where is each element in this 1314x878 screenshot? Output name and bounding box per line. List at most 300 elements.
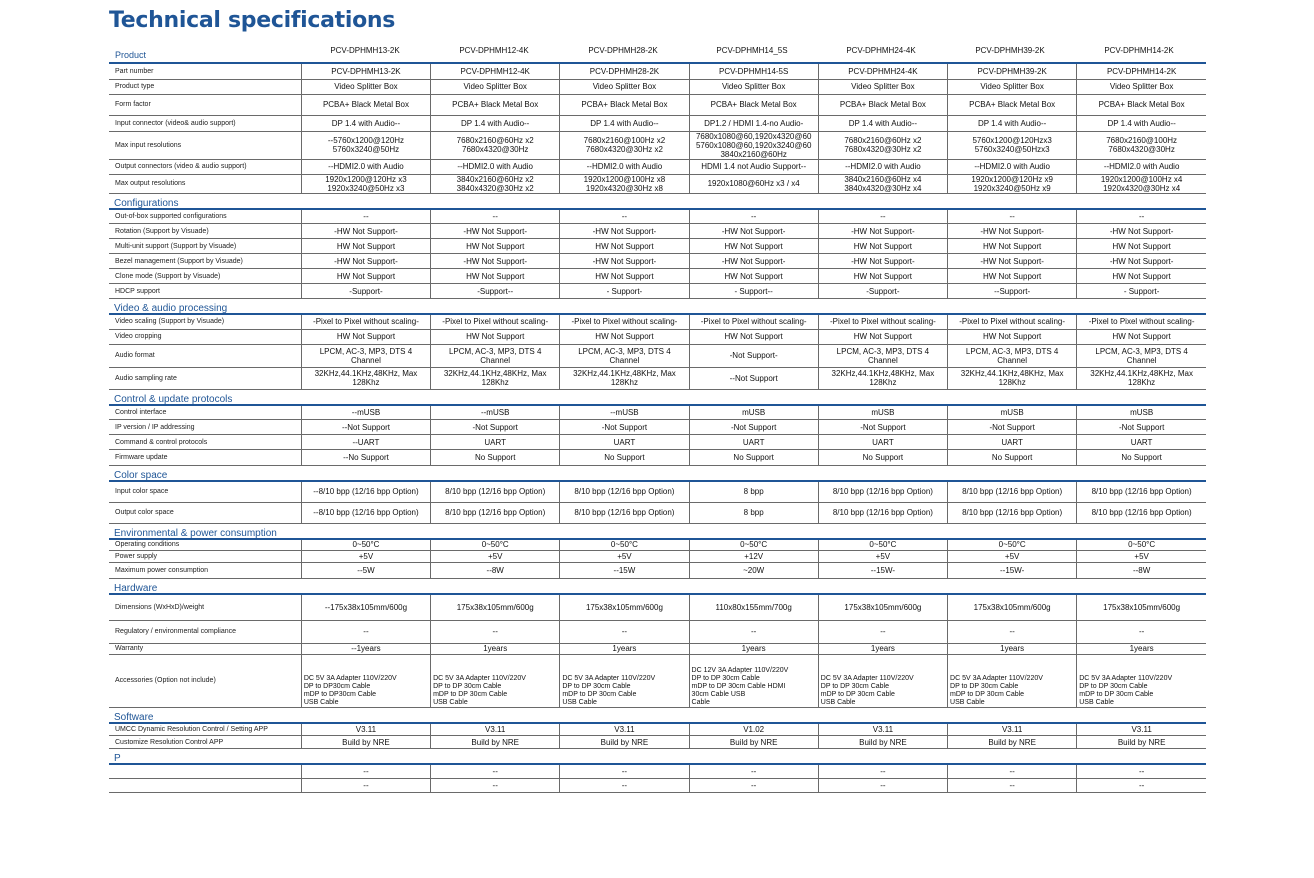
spec-value: -Not Support [560,420,689,435]
spec-value: -HW Not Support- [818,254,947,269]
spec-value: HW Not Support [818,329,947,344]
spec-value: 0~50°C [818,539,947,551]
spec-value: HW Not Support [689,269,818,284]
spec-value: 8 bpp [689,481,818,502]
spec-value: PCBA+ Black Metal Box [1077,94,1206,115]
spec-value: 0~50°C [1077,539,1206,551]
spec-row [109,420,1206,435]
spec-value: HDMI 1.4 not Audio Support-- [689,159,818,174]
spec-value: LPCM, AC-3, MP3, DTS 4 Channel [818,344,947,367]
spec-value: Build by NRE [689,736,818,749]
spec-value: UART [431,435,560,450]
spec-value: PCV-DPHMH39-2K [948,63,1077,79]
section-title: Color space [109,466,1206,482]
spec-value: -Not Support [948,420,1077,435]
spec-value: LPCM, AC-3, MP3, DTS 4 Channel [301,344,430,367]
spec-value: -HW Not Support- [301,254,430,269]
spec-value: No Support [431,450,560,466]
spec-value: HW Not Support [431,239,560,254]
spec-value: Video Splitter Box [818,79,947,94]
spec-value: -- [818,764,947,778]
spec-row [109,551,1206,563]
spec-value: Video Splitter Box [948,79,1077,94]
spec-value: --5W [301,563,430,579]
spec-label: Audio format [109,344,301,367]
spec-value: -- [301,209,430,224]
spec-value: mUSB [948,405,1077,420]
spec-value: --mUSB [560,405,689,420]
spec-value: -- [560,778,689,792]
spec-value: mUSB [818,405,947,420]
spec-value: No Support [1077,450,1206,466]
spec-value: 8/10 bpp (12/16 bpp Option) [818,502,947,523]
spec-value: -- [948,778,1077,792]
spec-value: -Pixel to Pixel without scaling- [948,314,1077,329]
product-header-5: PCV-DPHMH24-4K [846,46,916,55]
spec-value: Video Splitter Box [689,79,818,94]
spec-value: HW Not Support [689,329,818,344]
spec-row [109,269,1206,284]
spec-value: 32KHz,44.1KHz,48KHz, Max 128Khz [431,367,560,389]
spec-value: HW Not Support [1077,239,1206,254]
spec-value: -Support- [818,284,947,299]
section-heading [109,389,1206,405]
spec-label: Dimensions (WxHxD)/weight [109,594,301,620]
spec-value: Video Splitter Box [560,79,689,94]
spec-value: HW Not Support [1077,269,1206,284]
spec-value: HW Not Support [818,239,947,254]
spec-value: +5V [431,551,560,563]
spec-value: -Support-- [431,284,560,299]
spec-value: 175x38x105mm/600g [818,594,947,620]
spec-row [109,239,1206,254]
spec-value: DP 1.4 with Audio-- [818,115,947,131]
section-heading [109,749,1206,765]
spec-value: -- [301,620,430,643]
spec-value: -- [689,764,818,778]
spec-value: 5760x1200@120Hzx3 5760x3240@50Hzx3 [948,131,1077,159]
spec-value: - Support- [560,284,689,299]
spec-value: --Support- [948,284,1077,299]
section-title: Video & audio processing [109,299,1206,315]
spec-value: --mUSB [431,405,560,420]
page-title: Technical specifications [109,8,396,33]
spec-value: Video Splitter Box [1077,79,1206,94]
spec-value: --8W [1077,563,1206,579]
spec-value: 1years [948,643,1077,654]
spec-value: DC 5V 3A Adapter 110V/220V DP to DP 30cm Cable mDP to DP 30cm Cable USB Cable [818,654,947,707]
spec-value: --15W- [818,563,947,579]
spec-value: -- [689,778,818,792]
spec-value: 0~50°C [560,539,689,551]
spec-value: -- [1077,764,1206,778]
spec-value: mUSB [689,405,818,420]
spec-value: No Support [818,450,947,466]
spec-row [109,594,1206,620]
spec-value: PCV-DPHMH28-2K [560,63,689,79]
spec-row [109,764,1206,778]
spec-row [109,450,1206,466]
spec-value: --No Support [301,450,430,466]
spec-label: Control interface [109,405,301,420]
spec-label: Bezel management (Support by Visuade) [109,254,301,269]
product-header-7: PCV-DPHMH14-2K [1104,46,1174,55]
spec-value: -- [1077,209,1206,224]
spec-label: Part number [109,63,301,79]
spec-label: Rotation (Support by Visuade) [109,224,301,239]
spec-value: ~20W [689,563,818,579]
spec-value: -- [431,778,560,792]
spec-row [109,405,1206,420]
spec-value: PCV-DPHMH12-4K [431,63,560,79]
spec-value: -HW Not Support- [689,254,818,269]
spec-row [109,736,1206,749]
spec-value: -Pixel to Pixel without scaling- [560,314,689,329]
spec-value: -- [948,620,1077,643]
spec-row [109,63,1206,79]
spec-value: +5V [301,551,430,563]
spec-value: 1920x1200@100Hz x8 1920x4320@30Hz x8 [560,174,689,193]
spec-row [109,367,1206,389]
spec-value: PCV-DPHMH24-4K [818,63,947,79]
spec-value: DC 5V 3A Adapter 110V/220V DP to DP 30cm Cable mDP to DP 30cm Cable USB Cable [948,654,1077,707]
spec-row [109,643,1206,654]
spec-value: 0~50°C [431,539,560,551]
spec-value: -- [948,764,1077,778]
spec-value: --HDMI2.0 with Audio [301,159,430,174]
spec-label: Regulatory / environmental compliance [109,620,301,643]
spec-value: --HDMI2.0 with Audio [431,159,560,174]
spec-value: HW Not Support [431,329,560,344]
spec-value: -- [301,764,430,778]
spec-value: 7680x2160@100Hz 7680x4320@30Hz [1077,131,1206,159]
spec-value: V3.11 [301,723,430,736]
spec-value: -Pixel to Pixel without scaling- [1077,314,1206,329]
spec-value: No Support [560,450,689,466]
spec-label: Input color space [109,481,301,502]
spec-value: -HW Not Support- [431,254,560,269]
spec-value: -HW Not Support- [1077,254,1206,269]
spec-row [109,329,1206,344]
spec-value: -- [560,620,689,643]
spec-value: No Support [948,450,1077,466]
spec-row [109,435,1206,450]
spec-value: -- [818,778,947,792]
spec-value: Video Splitter Box [301,79,430,94]
spec-value: PCBA+ Black Metal Box [431,94,560,115]
spec-value: --8W [431,563,560,579]
spec-value: -- [301,778,430,792]
spec-value: V3.11 [818,723,947,736]
spec-value: UART [689,435,818,450]
spec-value: -- [818,209,947,224]
spec-value: -- [689,620,818,643]
spec-label: IP version / IP addressing [109,420,301,435]
spec-label: Customize Resolution Control APP [109,736,301,749]
spec-label: Maximum power consumption [109,563,301,579]
spec-row [109,131,1206,159]
spec-row [109,314,1206,329]
spec-label: Form factor [109,94,301,115]
spec-value: -HW Not Support- [1077,224,1206,239]
spec-value: DP 1.4 with Audio-- [431,115,560,131]
spec-value: Build by NRE [560,736,689,749]
spec-value: DP 1.4 with Audio-- [1077,115,1206,131]
spec-value: 8 bpp [689,502,818,523]
spec-value: DP 1.4 with Audio-- [301,115,430,131]
spec-value: -Pixel to Pixel without scaling- [818,314,947,329]
spec-value: DC 5V 3A Adapter 110V/220V DP to DP 30cm Cable mDP to DP 30cm Cable USB Cable [431,654,560,707]
spec-table [109,62,1206,793]
spec-row [109,94,1206,115]
product-header-2: PCV-DPHMH12-4K [459,46,529,55]
spec-value: Build by NRE [948,736,1077,749]
spec-label: Output connectors (video & audio support) [109,159,301,174]
spec-value: 32KHz,44.1KHz,48KHz, Max 128Khz [818,367,947,389]
spec-value: 0~50°C [689,539,818,551]
spec-value: -- [431,620,560,643]
spec-value: LPCM, AC-3, MP3, DTS 4 Channel [948,344,1077,367]
spec-value: HW Not Support [560,269,689,284]
spec-value: -Pixel to Pixel without scaling- [301,314,430,329]
spec-label: Audio sampling rate [109,367,301,389]
spec-value: --HDMI2.0 with Audio [1077,159,1206,174]
spec-value: 32KHz,44.1KHz,48KHz, Max 128Khz [560,367,689,389]
spec-value: 8/10 bpp (12/16 bpp Option) [818,481,947,502]
spec-label: Clone mode (Support by Visuade) [109,269,301,284]
spec-value: 8/10 bpp (12/16 bpp Option) [948,481,1077,502]
spec-value: --8/10 bpp (12/16 bpp Option) [301,502,430,523]
spec-value: -HW Not Support- [689,224,818,239]
spec-value: Build by NRE [818,736,947,749]
spec-value: V3.11 [431,723,560,736]
spec-value: 1years [431,643,560,654]
spec-value: 1920x1200@100Hz x4 1920x4320@30Hz x4 [1077,174,1206,193]
spec-value: +5V [818,551,947,563]
spec-value: PCBA+ Black Metal Box [560,94,689,115]
spec-value: UART [1077,435,1206,450]
section-heading [109,579,1206,595]
spec-value: 32KHz,44.1KHz,48KHz, Max 128Khz [948,367,1077,389]
spec-value: -HW Not Support- [560,254,689,269]
spec-value: --HDMI2.0 with Audio [560,159,689,174]
spec-value: 7680x1080@60,1920x4320@60 5760x1080@60,1920x3240@60 3840x2160@60Hz [689,131,818,159]
spec-value: +5V [1077,551,1206,563]
spec-value: -Not Support- [689,344,818,367]
spec-value: DC 5V 3A Adapter 110V/220V DP to DP 30cm Cable mDP to DP 30cm Cable USB Cable [1077,654,1206,707]
spec-value: 8/10 bpp (12/16 bpp Option) [431,502,560,523]
spec-value: 0~50°C [948,539,1077,551]
spec-value: HW Not Support [560,239,689,254]
spec-value: --HDMI2.0 with Audio [948,159,1077,174]
spec-row [109,778,1206,792]
spec-value: -Pixel to Pixel without scaling- [431,314,560,329]
spec-value: 8/10 bpp (12/16 bpp Option) [431,481,560,502]
spec-row [109,79,1206,94]
spec-row [109,563,1206,579]
spec-value: 1years [689,643,818,654]
spec-value: -HW Not Support- [301,224,430,239]
spec-value: 175x38x105mm/600g [1077,594,1206,620]
spec-value: --UART [301,435,430,450]
spec-value: HW Not Support [689,239,818,254]
spec-value: PCBA+ Black Metal Box [301,94,430,115]
spec-value: -Not Support [1077,420,1206,435]
product-header-6: PCV-DPHMH39-2K [975,46,1045,55]
spec-value: DC 5V 3A Adapter 110V/220V DP to DP30cm Cable mDP to DP30cm Cable USB Cable [301,654,430,707]
spec-row [109,502,1206,523]
spec-value: --175x38x105mm/600g [301,594,430,620]
spec-value: Build by NRE [301,736,430,749]
spec-value: +12V [689,551,818,563]
spec-value: -Not Support [818,420,947,435]
spec-value: --15W- [948,563,1077,579]
spec-value: PCV-DPHMH14-5S [689,63,818,79]
spec-label: Out-of-box supported configurations [109,209,301,224]
spec-value: 175x38x105mm/600g [560,594,689,620]
section-heading [109,299,1206,315]
spec-value: --Not Support [301,420,430,435]
spec-value: HW Not Support [948,269,1077,284]
spec-value: UART [560,435,689,450]
spec-value: HW Not Support [301,329,430,344]
spec-label: Product type [109,79,301,94]
spec-value: --5760x1200@120Hz 5760x3240@50Hz [301,131,430,159]
spec-value: PCBA+ Black Metal Box [948,94,1077,115]
spec-value: -- [431,209,560,224]
spec-row [109,654,1206,707]
spec-value: 175x38x105mm/600g [431,594,560,620]
spec-value: DC 12V 3A Adapter 110V/220V DP to DP 30cm Cable mDP to DP 30cm Cable HDMI 30cm Cable USB Cable [689,654,818,707]
spec-value: 8/10 bpp (12/16 bpp Option) [560,481,689,502]
spec-value: -HW Not Support- [431,224,560,239]
spec-label [109,778,301,792]
section-heading [109,523,1206,539]
product-header-4: PCV-DPHMH14_5S [716,46,788,55]
spec-value: 8/10 bpp (12/16 bpp Option) [1077,502,1206,523]
spec-value: 175x38x105mm/600g [948,594,1077,620]
spec-value: HW Not Support [818,269,947,284]
spec-value: DP 1.4 with Audio-- [560,115,689,131]
spec-value: - Support- [1077,284,1206,299]
spec-row [109,174,1206,193]
spec-label: Max input resolutions [109,131,301,159]
spec-value: 1920x1080@60Hz x3 / x4 [689,174,818,193]
spec-value: --Not Support [689,367,818,389]
spec-value: HW Not Support [948,329,1077,344]
spec-label: Max output resolutions [109,174,301,193]
spec-label: Video scaling (Support by Visuade) [109,314,301,329]
spec-value: --1years [301,643,430,654]
spec-label: Firmware update [109,450,301,466]
spec-value: 7680x2160@60Hz x2 7680x4320@30Hz [431,131,560,159]
spec-label: Warranty [109,643,301,654]
spec-value: No Support [689,450,818,466]
section-title: Hardware [109,579,1206,595]
spec-row [109,224,1206,239]
spec-value: V3.11 [1077,723,1206,736]
spec-label: Accessories (Option not include) [109,654,301,707]
product-header-1: PCV-DPHMH13-2K [330,46,400,55]
section-title: Control & update protocols [109,389,1206,405]
spec-value: V3.11 [948,723,1077,736]
spec-value: PCV-DPHMH14-2K [1077,63,1206,79]
spec-row [109,284,1206,299]
spec-value: V3.11 [560,723,689,736]
spec-value: 8/10 bpp (12/16 bpp Option) [1077,481,1206,502]
section-heading [109,193,1206,209]
spec-value: 3840x2160@60Hz x4 3840x4320@30Hz x4 [818,174,947,193]
spec-value: Build by NRE [431,736,560,749]
spec-value: 1920x1200@120Hz x3 1920x3240@50Hz x3 [301,174,430,193]
spec-value: UART [818,435,947,450]
spec-row [109,620,1206,643]
spec-value: PCBA+ Black Metal Box [689,94,818,115]
spec-label: Operating conditions [109,539,301,551]
spec-row [109,539,1206,551]
spec-value: -Not Support [689,420,818,435]
spec-value: --15W [560,563,689,579]
spec-value: V1.02 [689,723,818,736]
spec-value: Video Splitter Box [431,79,560,94]
spec-label: UMCC Dynamic Resolution Control / Setting APP [109,723,301,736]
spec-value: HW Not Support [948,239,1077,254]
spec-value: mUSB [1077,405,1206,420]
spec-value: 1920x1200@120Hz x9 1920x3240@50Hz x9 [948,174,1077,193]
spec-value: -HW Not Support- [560,224,689,239]
spec-value: 3840x2160@60Hz x2 3840x4320@30Hz x2 [431,174,560,193]
spec-value: PCV-DPHMH13-2K [301,63,430,79]
section-heading [109,707,1206,723]
spec-value: DP 1.4 with Audio-- [948,115,1077,131]
spec-value: HW Not Support [560,329,689,344]
spec-value: -Pixel to Pixel without scaling- [689,314,818,329]
spec-value: -- [431,764,560,778]
product-header-label: Product [115,50,147,60]
spec-value: 32KHz,44.1KHz,48KHz, Max 128Khz [301,367,430,389]
spec-row [109,344,1206,367]
spec-value: LPCM, AC-3, MP3, DTS 4 Channel [431,344,560,367]
spec-row [109,481,1206,502]
spec-value: -- [1077,778,1206,792]
spec-value: DC 5V 3A Adapter 110V/220V DP to DP 30cm Cable mDP to DP 30cm Cable USB Cable [560,654,689,707]
spec-value: -- [1077,620,1206,643]
section-title: Software [109,707,1206,723]
spec-value: -- [560,209,689,224]
spec-value: -Support- [301,284,430,299]
spec-value: --8/10 bpp (12/16 bpp Option) [301,481,430,502]
spec-value: -HW Not Support- [948,254,1077,269]
spec-value: -Not Support [431,420,560,435]
section-title: P [109,749,1206,765]
product-header-3: PCV-DPHMH28-2K [588,46,658,55]
spec-value: -- [818,620,947,643]
spec-row [109,115,1206,131]
spec-value: 1years [560,643,689,654]
spec-row [109,159,1206,174]
spec-value: +5V [560,551,689,563]
spec-value: 8/10 bpp (12/16 bpp Option) [560,502,689,523]
spec-value: PCBA+ Black Metal Box [818,94,947,115]
spec-sheet [109,62,1206,793]
spec-label: Output color space [109,502,301,523]
spec-value: 1years [818,643,947,654]
spec-value: +5V [948,551,1077,563]
spec-value: 32KHz,44.1KHz,48KHz, Max 128Khz [1077,367,1206,389]
spec-value: LPCM, AC-3, MP3, DTS 4 Channel [1077,344,1206,367]
spec-label: Multi-unit support (Support by Visuade) [109,239,301,254]
spec-label: HDCP support [109,284,301,299]
